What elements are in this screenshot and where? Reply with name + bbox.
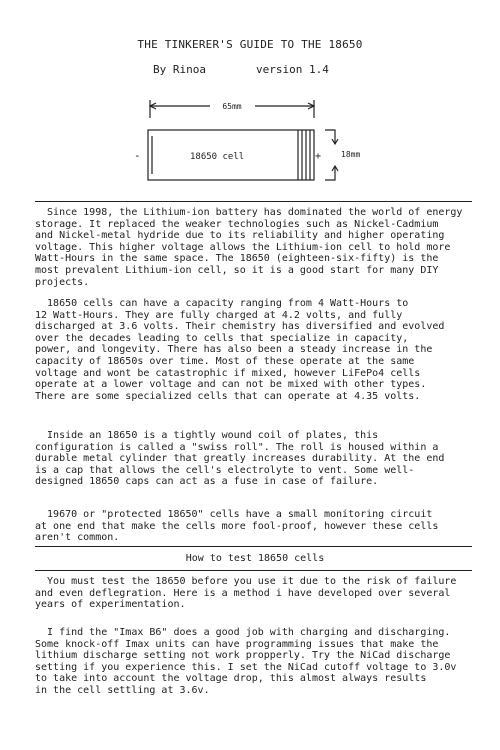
negative-sign: -	[134, 149, 141, 162]
positive-sign: +	[315, 151, 322, 162]
cell-diagram	[120, 92, 380, 192]
version-label: version 1.4	[256, 63, 329, 76]
divider-section-bottom	[35, 570, 472, 571]
divider-section-top	[35, 546, 472, 547]
intro-paragraph-3: Inside an 18650 is a tightly wound coil of plates, this configuration is called a "swiss roll". The roll is housed within a durable metal cylinder that greatly increases durability. At the end is a cap that allows the cell's electrolyte to vent. Some well- designed 18650 caps can act as a fuse in case of failure.	[35, 430, 445, 488]
intro-paragraph-1: Since 1998, the Lithium-ion battery has dominated the world of energy storage. It replaced the weaker technologies such as Nickel-Cadmium and Nickel-metal hydride due to its reliability and higher operating voltage. This higher voltage allows the Lithium-ion cell to hold more Watt-Hours in the same space. The 18650 (eighteen-six-fifty) is the most prevalent Lithium-ion cell, so it is a good start for many DIY projects.	[35, 207, 463, 288]
length-label: 65mm	[222, 102, 242, 111]
divider-top	[35, 201, 472, 202]
diameter-label: 18mm	[341, 150, 361, 159]
document-title: THE TINKERER'S GUIDE TO THE 18650	[137, 38, 363, 51]
cell-label: 18650 cell	[190, 152, 245, 162]
testing-paragraph-1: You must test the 18650 before you use it due to the risk of failure and even deflegration. Here is a method i have developed over several years of experimentation.	[35, 576, 457, 611]
section-heading: How to test 18650 cells	[185, 553, 325, 564]
intro-paragraph-4: 19670 or "protected 18650" cells have a small monitoring circuit at one end that make the cells more fool-proof, however these cells aren't common.	[35, 509, 439, 544]
intro-paragraph-2: 18650 cells can have a capacity ranging from 4 Watt-Hours to 12 Watt-Hours. They are fully charged at 4.2 volts, and fully discharged at 3.6 volts. Their chemistry has diversified and evolved over the decades leading to cells that specialize in capacity, power, and longevity. There has also been a steady increase in the capacity of 18650s over time. Most of these operate at the same voltage and wont be catastrophic if mixed, however LiFePo4 cells operate at a lower voltage and can not be mixed with other types. There are some specialized cells that can operate at 4.35 volts.	[35, 298, 445, 402]
testing-paragraph-2: I find the "Imax B6" does a good job with charging and discharging. Some knock-off Imax units can have programming issues that make the lithium discharge setting not work propperly. Try the NiCad discharge setting if you experience this. I set the NiCad cutoff voltage to 3.0v to take into account the voltage drop, this almost always results in the cell settling at 3.6v.	[35, 627, 457, 696]
author-byline: By Rinoa	[153, 63, 206, 76]
